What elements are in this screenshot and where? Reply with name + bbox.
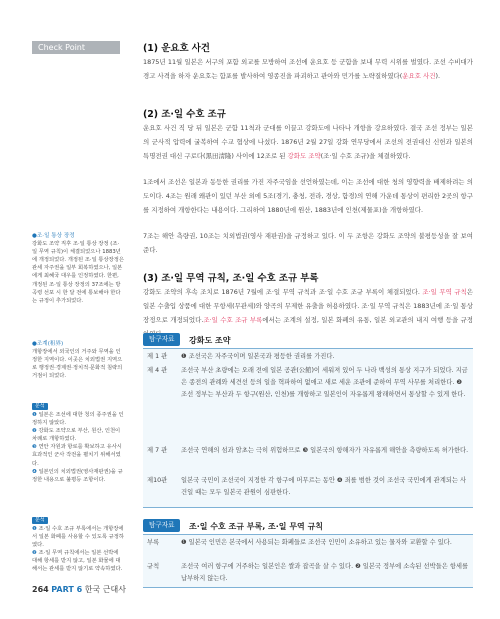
article-text: 조선국 여러 항구에 거주하는 일본인은 쌀과 잡곡을 살 수 있다. ❷ 일본국 정부에 소속된 선박들은 항세를 납부하지 않는다. — [181, 563, 469, 582]
article-text: ❶ 조선국은 자주국이며 일본국과 평등한 권리를 가진다. — [181, 353, 335, 360]
analysis-badge: 분석 — [32, 403, 48, 410]
page-footer — [32, 584, 126, 595]
article-text: 조선국 부산 초량에는 오래 전에 일본 공관(公館)이 세워져 있어 두 나라 백성의 통상 지구가 되었다. 지금은 종전의 관례와 세견선 등의 일을 혁파하여 없애고 새로 세운 조관에 준하여 무역 사무를 처리한다. ❷ 조선 정부는 부산과 두 항구(원산, 인천)를 개항하고 일본인이 자유롭게 왕래하면서 통상할 수 있게 한다. — [181, 367, 468, 398]
analysis-item: ❷ 강화도 조약으로 부산, 원산, 인천이 차례로 개항하였다. — [32, 428, 121, 443]
note-title: ●조·일 통상 장정 — [32, 233, 75, 239]
research-box-1 — [143, 348, 473, 508]
analysis-block-1 — [32, 402, 124, 484]
page-number: 264 — [32, 585, 49, 594]
note-trade-regulation — [32, 232, 124, 305]
research-box-2 — [143, 534, 473, 588]
number-icon: ❷ — [32, 428, 37, 435]
analysis-item: ❶ 일본은 조선에 대한 청의 종주권을 인정하지 않았다. — [32, 412, 124, 427]
part-title: 한국 근대사 — [84, 585, 126, 594]
article-row — [147, 351, 473, 363]
section-body: 강화도 조약의 후속 조치로 1876년 7월에 조·일 무역 규칙과 조·일 수호 조규 부록이 체결되었다. 조·일 무역 규칙은 일본 수출입 상품에 대한 무항세(무관세)와 양곡의 무제한 유출을 허용하였다. 조·일 무역 규칙은 1883년에 조·일 통상 장정으로 개정되었다.조·일 수호 조규 부록에서는 조계의 설정, 일본 화폐의 유통, 일본 외교관의 내지 여행 등을 규정 — [143, 288, 474, 324]
section-heading: (1) 운요호 사건 — [143, 43, 210, 54]
analysis-badge: 분석 — [32, 517, 48, 524]
number-icon: ❶ — [32, 412, 37, 418]
article-row — [147, 537, 473, 561]
section-body: 7조는 해안 측량권, 10조는 치외법권(영사 재판권)을 규정하고 있다. 이 두 조항은 강화도 조약의 불평등성을 잘 보여준다. — [143, 232, 473, 254]
section-heading: (2) 조·일 수호 조규 — [143, 109, 226, 120]
highlight-term: 조·일 무역 규칙 — [422, 288, 467, 296]
analysis-item: ❸ 연안 자원과 항로를 확보하고 유사시 효과적인 군사 작전을 펼치기 위해서였다. — [32, 444, 122, 467]
note-concession — [32, 340, 124, 380]
article-text: ❶ 일본국 인민은 본국에서 사용되는 화폐들로 조선국 인민이 소유하고 있는 물자와 교환할 수 있다. — [181, 539, 452, 546]
analysis-block-2 — [32, 516, 124, 574]
box-title: 조·일 수호 조규 부록, 조·일 무역 규칙 — [189, 522, 324, 531]
article-label: 제 1 관 — [147, 353, 168, 360]
article-row — [147, 365, 473, 425]
number-icon: ❷ — [32, 550, 37, 557]
note-title: ●조계(租界) — [32, 341, 64, 347]
article-text: 일본국 국민이 조선국이 지정한 각 항구에 머무르는 동안 ❹ 죄를 범한 것이 조선국 국민에게 관계되는 사건일 때는 모두 일본국 관원이 심판한다. — [181, 477, 467, 496]
analysis-item: ❷ 조·일 무역 규칙에서는 일본 선박에 대해 항세를 받지 않고, 일본 화물에 대해서는 관세를 받지 않기로 약속하였다. — [32, 550, 123, 573]
article-label: 규칙 — [147, 563, 160, 570]
analysis-item: ❶ 조·일 수호 조규 부록에서는 개항장에서 일본 화폐를 사용할 수 있도록 규정하였다. — [32, 526, 124, 549]
highlight-term: 강화도 조약 — [287, 152, 321, 160]
number-icon: ❹ — [32, 468, 37, 475]
number-icon: ❶ — [32, 526, 37, 532]
article-label: 부록 — [147, 539, 160, 546]
part-label: PART 6 — [51, 585, 83, 594]
box-title: 강화도 조약 — [189, 336, 231, 345]
note-body: 개항장에서 외국인의 거주와 무역을 인정한 지역이다. 이곳은 치외법권 지역으로 행정권·경제권·정치적·문화적 침략의 거점이 되었다. — [32, 349, 123, 380]
sidebar — [0, 0, 127, 619]
article-row — [147, 475, 473, 501]
analysis-item: ❹ 일본인의 치외법권(영사재판권)을 규정한 내용으로 불평등 조항이다. — [32, 468, 123, 483]
number-icon: ❸ — [32, 444, 37, 451]
section-body: 운요호 사건 직 당 뒤 일본은 군함 11척과 군대를 이끌고 강화도에 나타나 개항을 강요하였다. 결국 조선 정부는 일본의 군사적 압력에 굴복하여 수교 협상에 나섰다. 1876년 2월 27일 강화 연무당에서 조선의 전권대신 신헌과 일본의 특명전권 대신 구로다(黑田淸隆) 사이에 12조로 된 강화도 조약(조·일 수호 조규)을 체결하였다. — [143, 124, 473, 160]
research-tab: 탐구자료 — [143, 519, 180, 532]
research-tab: 탐구자료 — [143, 333, 180, 346]
article-row — [147, 561, 473, 585]
section-heading: (3) 조·일 무역 규칙, 조·일 수호 조규 부록 — [143, 273, 319, 284]
article-text: 조선국 연해의 섬과 암초는 극히 위험하므로 ❸ 일본국의 항해자가 자유롭게 해안을 측량하도록 허가한다. — [181, 447, 469, 454]
article-label: 제10관 — [147, 477, 168, 484]
section-body: 1875년 11월 일본은 서구의 포함 외교를 모방하여 조선에 운요호 등 군함을 보내 무력 시위를 벌였다. 조선 수비대가 경고 사격을 하자 운요호는 함포를 발사하여 영종진을 파괴하고 관아와 민가를 노략질하였다(운요호 사건). — [143, 58, 473, 80]
article-label: 제 7 관 — [147, 447, 168, 454]
note-body: 강화도 조약 직후 조·일 통상 장정 (조·일 무역 규칙)이 체결되었으나 1883년에 개정되었다. 개정된 조·일 통상장정은 관세 자주권을 일부 회복하였으나, 일본에게 최혜국 대우를 인정하였다. 한편, 개정된 조·일 통상 장정의 37조에는 방곡령 선포 시 한 달 전에 통보해야 한다는 규정이 추가되었다. — [32, 241, 124, 304]
article-label: 제 4 관 — [147, 367, 168, 374]
highlight-term: 조·일 수호 조규 부록 — [203, 316, 263, 324]
article-row — [147, 445, 473, 471]
section-body: 1조에서 조선은 일본과 동등한 권리를 가진 자주국임을 선언하였는데, 이는 조선에 대한 청의 영향력을 배제하려는 의도이다. 4조는 원래 왜관이 있던 부산 외에 5조(경기, 충청, 전라, 경상, 함경)의 연해 가운데 통상이 편리한 2곳의 항구를 지정하여 개항한다는 내용이다. 그리하여 1880년에 원산, 1883년에 인천(제물포)을 개항하였다. — [143, 178, 473, 214]
highlight-term: 운요호 사건 — [402, 72, 436, 80]
check-point-label: Check Point — [32, 41, 120, 54]
